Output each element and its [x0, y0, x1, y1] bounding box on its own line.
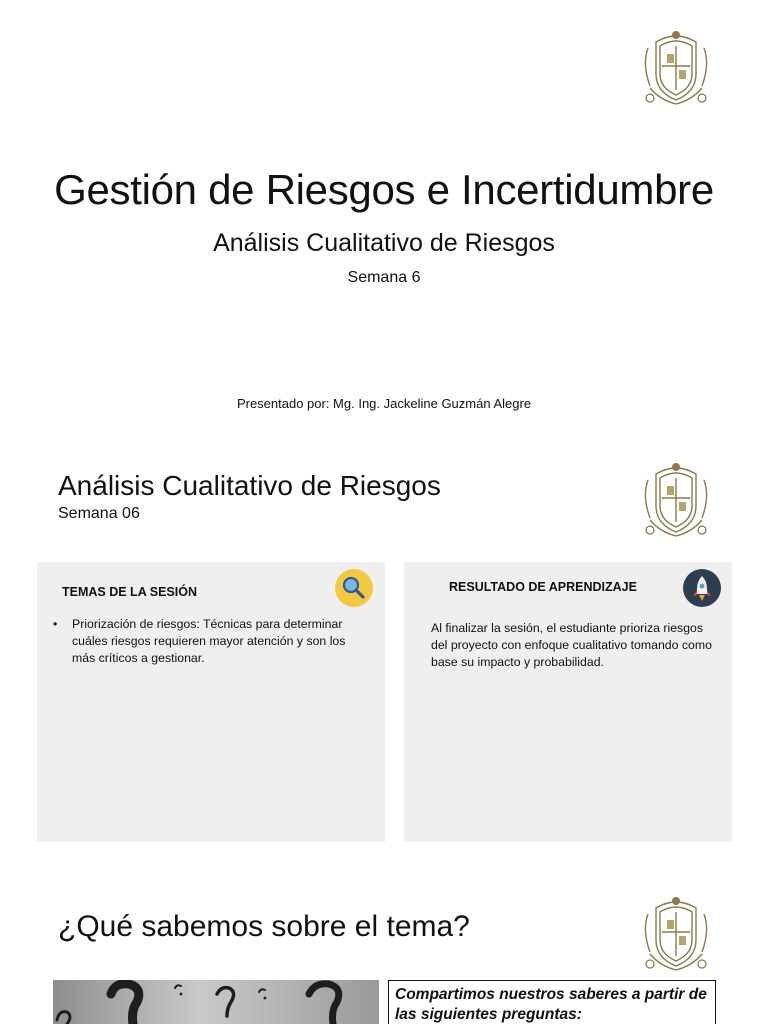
university-seal-icon: [640, 28, 712, 108]
university-seal-icon: [640, 894, 712, 974]
outcome-text: Al finalizar la sesión, el estudiante prioriza riesgos del proyecto con enfoque cualitativo tomando como base su impacto y probabilidad.: [431, 621, 712, 669]
question-marks-image: [53, 980, 379, 1024]
presenter-line: Presentado por: Mg. Ing. Jackeline Guzmán Alegre: [236, 396, 532, 411]
topics-heading: TEMAS DE LA SESIÓN: [62, 585, 197, 599]
learning-outcome-card: [404, 562, 732, 842]
slide-title: Análisis Cualitativo de Riesgos: [58, 470, 441, 501]
rocket-icon: [683, 569, 721, 607]
title-slide: [0, 0, 768, 438]
list-item: • Priorización de riesgos: Técnicas para determinar cuáles riesgos requieren mayor atención y son los más críticos a gestionar.: [53, 616, 353, 667]
slide-title: ¿Qué sabemos sobre el tema?: [58, 910, 470, 943]
presentation-title: Gestión de Riesgos e Incertidumbre: [54, 166, 714, 213]
week-label: Semana 6: [347, 269, 421, 286]
session-topics-card: [37, 562, 385, 842]
topics-list: [53, 616, 353, 667]
magnifier-icon: [335, 569, 373, 607]
session-overview-slide: [0, 438, 768, 858]
university-seal-icon: [640, 460, 712, 540]
week-label: Semana 06: [58, 505, 140, 522]
discussion-prompt: Compartimos nuestros saberes a partir de las siguientes preguntas:: [388, 980, 716, 1024]
presentation-subtitle: Análisis Cualitativo de Riesgos: [213, 229, 555, 257]
outcome-heading: RESULTADO DE APRENDIZAJE: [449, 580, 637, 594]
prior-knowledge-slide: [0, 868, 768, 1024]
